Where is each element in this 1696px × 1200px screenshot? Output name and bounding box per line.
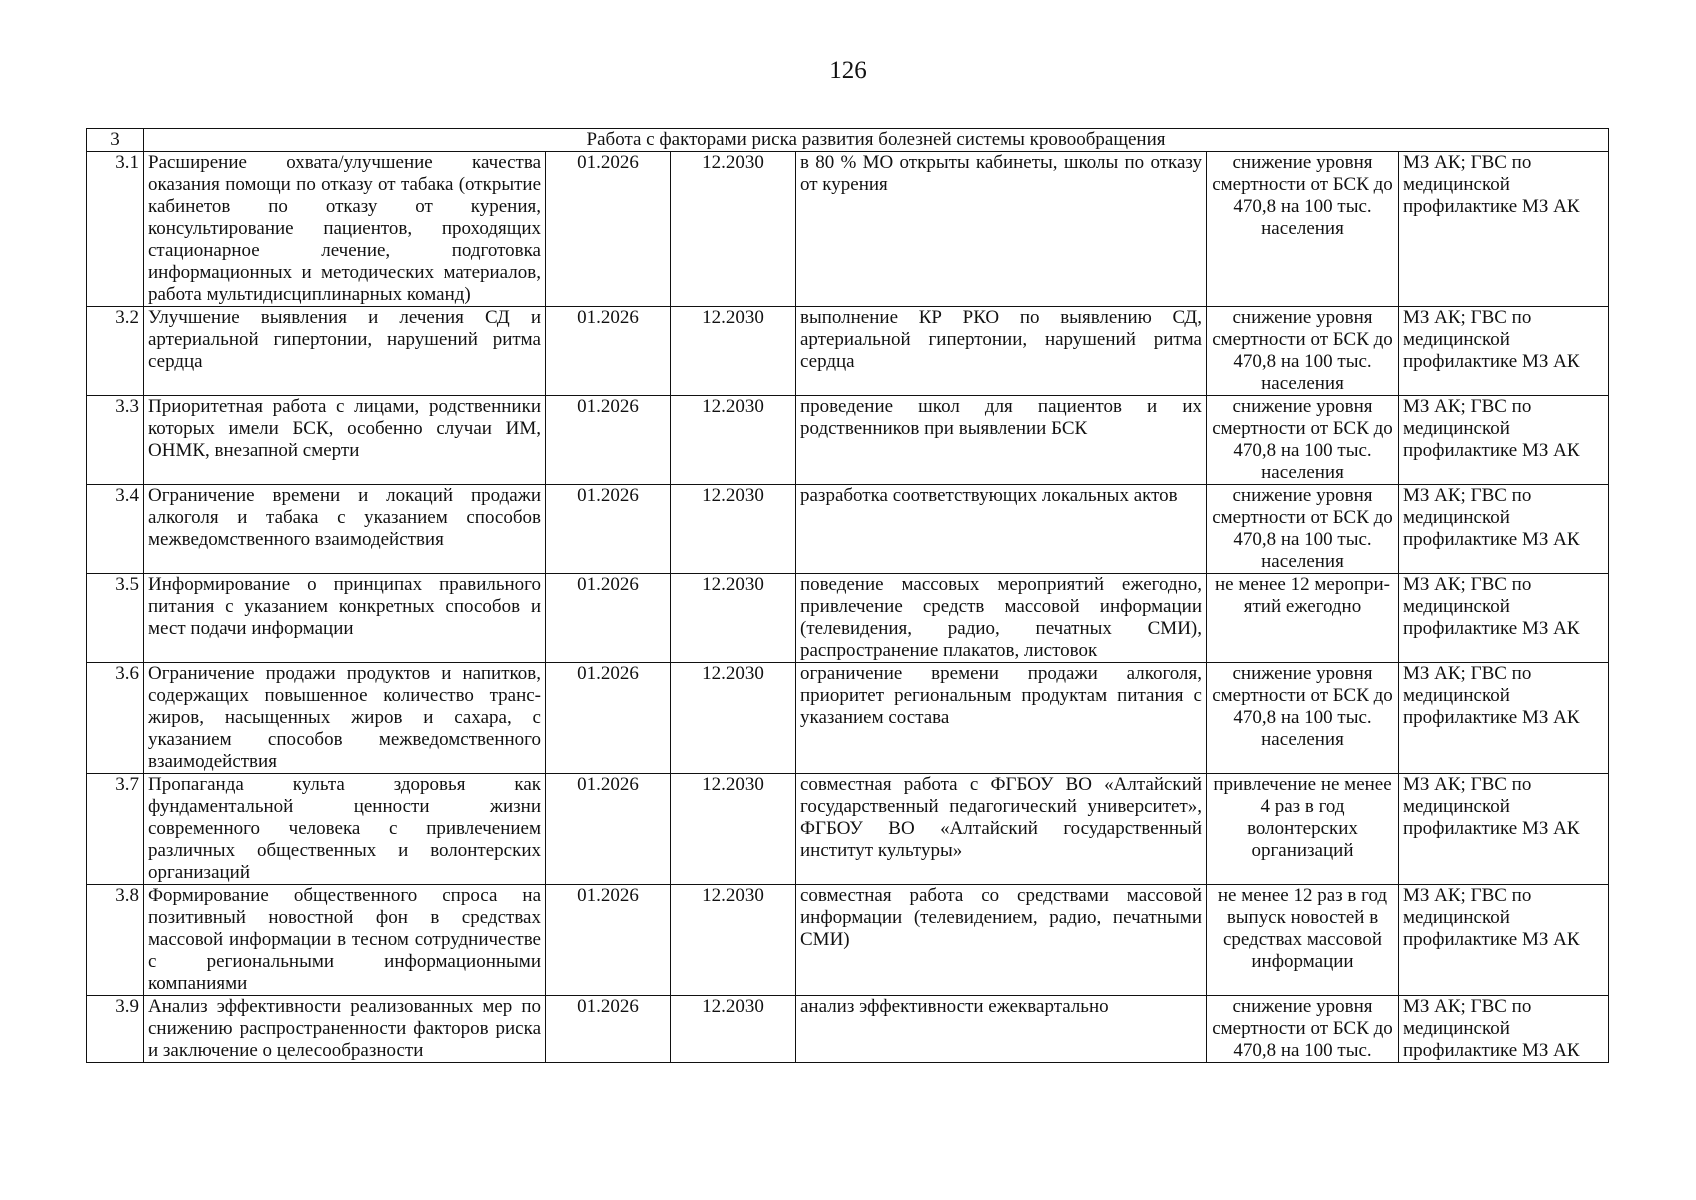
start-date-cell: 01.2026 bbox=[546, 485, 671, 574]
end-date-cell: 12.2030 bbox=[671, 152, 796, 307]
table-row bbox=[87, 996, 1609, 1063]
event-cell: в 80 % МО открыты кабинеты, школы по отказу от курения bbox=[796, 152, 1207, 307]
start-date-cell: 01.2026 bbox=[546, 574, 671, 663]
start-date-cell: 01.2026 bbox=[546, 396, 671, 485]
measures-table bbox=[86, 128, 1609, 1063]
end-date-cell: 12.2030 bbox=[671, 885, 796, 996]
section-header-row bbox=[87, 129, 1609, 152]
indicator-cell: снижение уровня смертности от БСК до 470,8 на 100 тыс. населения bbox=[1207, 307, 1399, 396]
row-number: 3.5 bbox=[87, 574, 144, 663]
end-date-cell: 12.2030 bbox=[671, 307, 796, 396]
row-number: 3.3 bbox=[87, 396, 144, 485]
indicator-cell: снижение уровня смертности от БСК до 470,8 на 100 тыс. населения bbox=[1207, 152, 1399, 307]
end-date-cell: 12.2030 bbox=[671, 396, 796, 485]
indicator-cell: не менее 12 раз в год выпуск новостей в средствах массовой информации bbox=[1207, 885, 1399, 996]
start-date-cell: 01.2026 bbox=[546, 663, 671, 774]
table-row bbox=[87, 663, 1609, 774]
responsible-cell: МЗ АК; ГВС по медицинской профилактике МЗ АК bbox=[1399, 307, 1609, 396]
responsible-cell: МЗ АК; ГВС по медицинской профилактике МЗ АК bbox=[1399, 574, 1609, 663]
table-row bbox=[87, 574, 1609, 663]
indicator-cell: привлечение не менее 4 раз в год волонтерских организаций bbox=[1207, 774, 1399, 885]
responsible-cell: МЗ АК; ГВС по медицинской профилактике МЗ АК bbox=[1399, 774, 1609, 885]
measure-cell: Улучшение выявления и лечения СД и артериальной гипертонии, нарушений ритма сердца bbox=[144, 307, 546, 396]
row-number: 3.9 bbox=[87, 996, 144, 1063]
responsible-cell: МЗ АК; ГВС по медицинской профилактике МЗ АК bbox=[1399, 996, 1609, 1063]
row-number: 3.8 bbox=[87, 885, 144, 996]
table-row bbox=[87, 396, 1609, 485]
row-number: 3.6 bbox=[87, 663, 144, 774]
responsible-cell: МЗ АК; ГВС по медицинской профилактике МЗ АК bbox=[1399, 485, 1609, 574]
indicator-cell: снижение уровня смертности от БСК до 470,8 на 100 тыс. населения bbox=[1207, 396, 1399, 485]
end-date-cell: 12.2030 bbox=[671, 774, 796, 885]
start-date-cell: 01.2026 bbox=[546, 774, 671, 885]
end-date-cell: 12.2030 bbox=[671, 574, 796, 663]
row-number: 3.1 bbox=[87, 152, 144, 307]
table-row bbox=[87, 885, 1609, 996]
event-cell: проведение школ для пациентов и их родственников при выявлении БСК bbox=[796, 396, 1207, 485]
end-date-cell: 12.2030 bbox=[671, 485, 796, 574]
event-cell: совместная работа с ФГБОУ ВО «Алтайский государственный педагогический университет», ФГБОУ ВО «Алтайский государственный институт культуры» bbox=[796, 774, 1207, 885]
row-number: 3.2 bbox=[87, 307, 144, 396]
table-row bbox=[87, 485, 1609, 574]
row-number: 3.4 bbox=[87, 485, 144, 574]
table-row bbox=[87, 774, 1609, 885]
responsible-cell: МЗ АК; ГВС по медицинской профилактике МЗ АК bbox=[1399, 152, 1609, 307]
measure-cell: Формирование общественного спроса на позитивный новостной фон в средствах массовой информации в тесном сотрудничестве с региональными информационными компаниями bbox=[144, 885, 546, 996]
event-cell: поведение массовых мероприятий ежегодно, привлечение средств массовой информации (телевидения, радио, печатных СМИ), распространение плакатов, листовок bbox=[796, 574, 1207, 663]
measure-cell: Расширение охвата/улучшение качества оказания помощи по отказу от табака (открытие кабинетов по отказу от курения, консультирование пациентов, проходящих стационарное лечение, подготовка информационных и методических материалов, работа мультидисциплинарных команд) bbox=[144, 152, 546, 307]
start-date-cell: 01.2026 bbox=[546, 307, 671, 396]
measure-cell: Ограничение времени и локаций продажи алкоголя и табака с указанием способов межведомственного взаимодействия bbox=[144, 485, 546, 574]
section-title: Работа с факторами риска развития болезней системы кровообращения bbox=[144, 129, 1609, 152]
responsible-cell: МЗ АК; ГВС по медицинской профилактике МЗ АК bbox=[1399, 396, 1609, 485]
end-date-cell: 12.2030 bbox=[671, 996, 796, 1063]
table-row bbox=[87, 152, 1609, 307]
event-cell: анализ эффективности ежеквартально bbox=[796, 996, 1207, 1063]
event-cell: ограничение времени продажи алкоголя, приоритет региональным продуктам питания с указанием состава bbox=[796, 663, 1207, 774]
event-cell: совместная работа со средствами массовой информации (телевидением, радио, печатными СМИ) bbox=[796, 885, 1207, 996]
event-cell: выполнение КР РКО по выявлению СД, артериальной гипертонии, нарушений ритма сердца bbox=[796, 307, 1207, 396]
start-date-cell: 01.2026 bbox=[546, 885, 671, 996]
measure-cell: Анализ эффективности реализованных мер по снижению распространенности факторов риска и заключение о целесообразности bbox=[144, 996, 546, 1063]
page-number: 126 bbox=[829, 57, 867, 84]
indicator-cell: снижение уровня смертности от БСК до 470,8 на 100 тыс. населения bbox=[1207, 485, 1399, 574]
measure-cell: Ограничение продажи продуктов и напитков, содержащих повышенное количество транс-жиров, насыщенных жиров и сахара, с указанием способов межведомственного взаимодействия bbox=[144, 663, 546, 774]
measure-cell: Приоритетная работа с лицами, родственники которых имели БСК, особенно случаи ИМ, ОНМК, внезапной смерти bbox=[144, 396, 546, 485]
event-cell: разработка соответствующих локальных актов bbox=[796, 485, 1207, 574]
table-row bbox=[87, 307, 1609, 396]
measure-cell: Пропаганда культа здоровья как фундаментальной ценности жизни современного человека с привлечением различных общественных и волонтерских организаций bbox=[144, 774, 546, 885]
section-number: 3 bbox=[87, 129, 144, 152]
measure-cell: Информирование о принципах правильного питания с указанием конкретных способов и мест подачи информации bbox=[144, 574, 546, 663]
indicator-cell: снижение уровня смертности от БСК до 470,8 на 100 тыс. населения bbox=[1207, 663, 1399, 774]
indicator-cell: снижение уровня смертности от БСК до 470,8 на 100 тыс. bbox=[1207, 996, 1399, 1063]
indicator-cell: не менее 12 меропри-ятий ежегодно bbox=[1207, 574, 1399, 663]
responsible-cell: МЗ АК; ГВС по медицинской профилактике МЗ АК bbox=[1399, 663, 1609, 774]
responsible-cell: МЗ АК; ГВС по медицинской профилактике МЗ АК bbox=[1399, 885, 1609, 996]
start-date-cell: 01.2026 bbox=[546, 152, 671, 307]
end-date-cell: 12.2030 bbox=[671, 663, 796, 774]
start-date-cell: 01.2026 bbox=[546, 996, 671, 1063]
row-number: 3.7 bbox=[87, 774, 144, 885]
